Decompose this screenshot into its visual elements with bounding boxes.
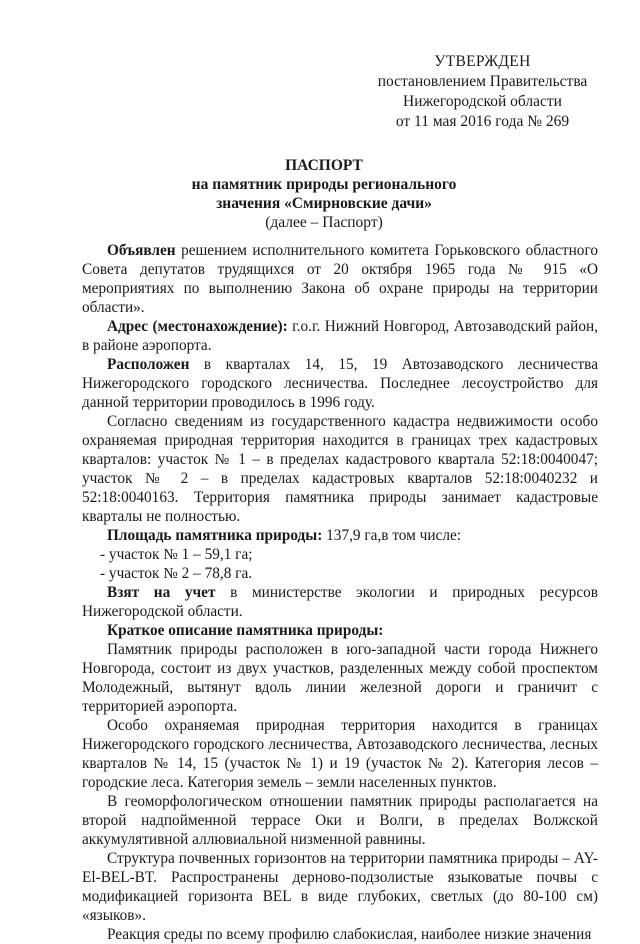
area-item: - участок № 2 – 78,8 га. (100, 565, 253, 582)
paragraph-text: в министерстве экологии и природных ресурсов Нижегородской области. (82, 584, 598, 620)
title-subtitle: значения «Смирновские дачи» (216, 195, 432, 212)
paragraph-text: Согласно сведениям из государственного кадастра недвижимости особо охраняемая природная территория находится в границах трех кадастровых кварталов: участок № 1 – в пределах кадастрового квартала 52:18:0040047; участок № 2 – в пределах кадастровых кварталов 52:18:0040232 и 52:18:0040163. Территория памятника природы занимает кадастровые кварталы не полностью. (82, 413, 598, 525)
section-heading: Краткое описание памятника природы: (107, 622, 384, 639)
paragraph-text: решением исполнительного комитета Горьковского областного Совета депутатов трудящихся от 20 октября 1965 года № 915 «О мероприятиях по выполнению Закона об охране природы на территории области». (82, 242, 598, 316)
paragraph (82, 241, 598, 317)
paragraph: Особо охраняемая природная территория находится в границах Нижегородского городского лесничества, Автозаводского лесничества, лесных кварталов № 14, 15 (участок № 1) и 19 (участок № 2). Категория лесов – городские леса. Категория земель – земли населенных пунктов. (82, 717, 598, 791)
approval-line: Нижегородской области (403, 93, 562, 110)
paragraph-lead: Взят на учет (107, 584, 216, 601)
document-title (80, 156, 568, 232)
title-main: ПАСПОРТ (285, 157, 363, 174)
paragraph-text: 137,9 га,в том числе: (322, 527, 462, 544)
paragraph: Реакция среды по всему профилю слабокислая, наиболее низкие значения (107, 926, 592, 943)
paragraph-lead: Площадь памятника природы: (107, 527, 323, 544)
paragraph-text: в кварталах 14, 15, 19 Автозаводского лесничества Нижегородского городского лесничества. Последнее лесоустройство для данной территории проводилось в 1996 году. (82, 356, 598, 411)
title-subtitle: на памятник природы регионального (191, 176, 457, 193)
paragraph (82, 526, 598, 545)
paragraph-text: г.о.г. Нижний Новгород, Автозаводский район, в районе аэропорта. (82, 318, 598, 354)
title-note: (далее – Паспорт) (265, 214, 383, 231)
paragraph: Структура почвенных горизонтов на территории памятника природы – AY-El-BEL-BT. Распространены дерново-подзолистые языковатые почвы с модификацией горизонта BEL в виде глубоких, светлых (до 80-100 см) «языков». (82, 850, 598, 924)
paragraph (82, 355, 598, 412)
paragraph: Памятник природы расположен в юго-западной части города Нижнего Новгорода, состоит из двух участков, разделенных между собой проспектом Молодежный, вытянут вдоль линии железной дороги и граничит с территорией аэропорта. (82, 641, 598, 715)
approval-heading: УТВЕРЖДЕН (434, 53, 531, 70)
area-item: - участок № 1 – 59,1 га; (100, 546, 253, 563)
paragraph-lead: Объявлен (107, 242, 176, 259)
paragraph: В геоморфологическом отношении памятник природы располагается на второй надпойменной террасе Оки и Волги, в пределах Волжской аккумулятивной аллювиальной низменной равнины. (82, 793, 598, 848)
paragraph-lead: Расположен (107, 356, 190, 373)
paragraph (82, 412, 598, 526)
paragraph-lead: Адрес (местонахождение): (107, 318, 288, 335)
approval-line: постановлением Правительства (377, 73, 588, 90)
approval-block (360, 52, 605, 132)
paragraph (82, 317, 598, 355)
paragraph (82, 583, 598, 621)
document-body (82, 241, 598, 944)
approval-date: от 11 мая 2016 года № 269 (395, 113, 570, 130)
